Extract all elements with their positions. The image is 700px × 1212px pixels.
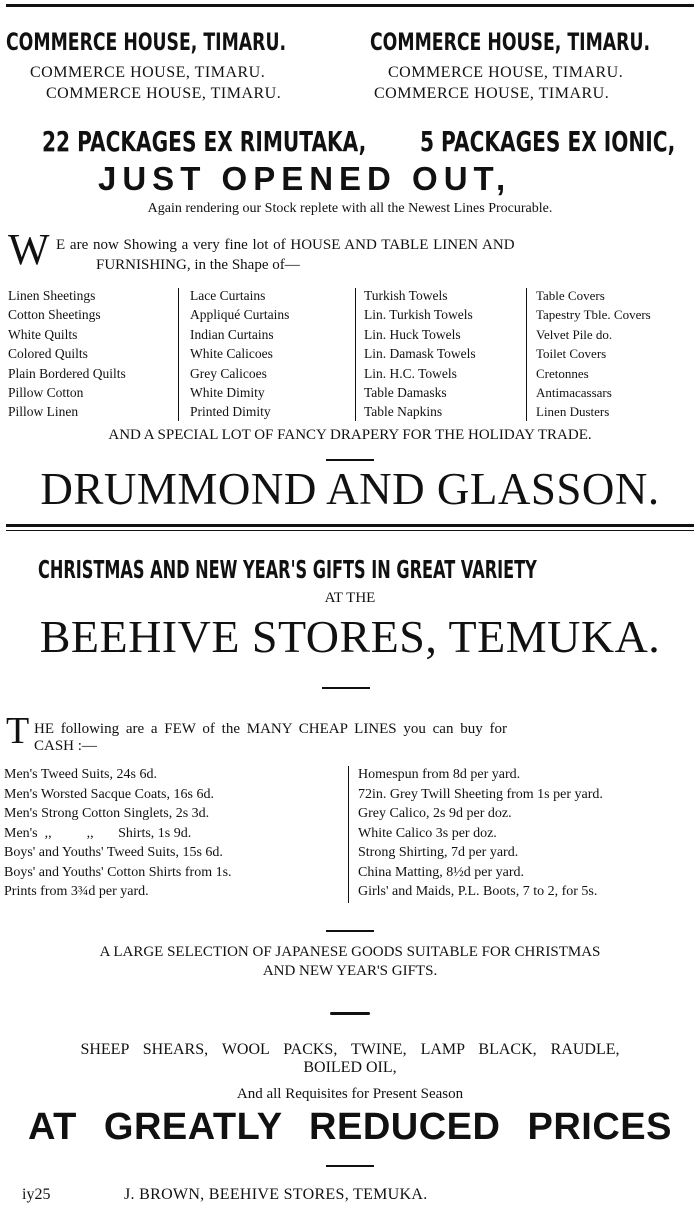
linen-column-4 (536, 286, 651, 422)
list-item: Indian Curtains (190, 326, 274, 342)
supplies-line-2: BOILED OIL, (303, 1059, 397, 1076)
list-item: Pillow Cotton (8, 385, 84, 401)
short-rule (322, 687, 370, 689)
list-item: Grey Calico, 2s 9d per doz. (358, 806, 512, 821)
price-list-right (358, 765, 603, 902)
list-item: Turkish Towels (364, 288, 448, 303)
intro2-line-1: HE following are a FEW of the MANY CHEAP LINES you can buy for (34, 721, 507, 737)
header-small-4: COMMERCE HOUSE, TIMARU. (374, 85, 610, 102)
section-divider (6, 524, 694, 527)
intro-line-2: FURNISHING, in the Shape of— (96, 257, 300, 273)
firm-name: DRUMMOND AND GLASSON. (40, 464, 660, 514)
stock-line: Again rendering our Stock replete with all the Newest Lines Procurable. (147, 201, 553, 216)
list-item: Velvet Pile do. (536, 326, 613, 342)
packages-right: 5 PACKAGES EX IONIC, (420, 125, 676, 158)
list-item: Table Damasks (364, 385, 447, 401)
list-item: Colored Quilts (8, 346, 88, 362)
header-large-right: COMMERCE HOUSE, TIMARU. (370, 28, 651, 56)
list-item: Table Napkins (364, 404, 443, 420)
list-item: Boys' and Youths' Tweed Suits, 15s 6d. (4, 845, 223, 860)
list-item: Girls' and Maids, P.L. Boots, 7 to 2, for 5s. (358, 884, 598, 899)
list-item: Printed Dimity (190, 404, 271, 420)
at-the-line: AT THE (324, 590, 376, 606)
list-item: Pillow Linen (8, 404, 79, 420)
list-item: Linen Dusters (536, 404, 610, 420)
short-rule (326, 930, 374, 932)
gifts-heading: CHRISTMAS AND NEW YEAR'S GIFTS IN GREAT VARIETY (38, 555, 537, 584)
list-item: White Calico 3s per doz. (358, 825, 497, 841)
column-divider (526, 288, 527, 421)
list-item: Cotton Sheetings (8, 307, 101, 323)
list-item: Boys' and Youths' Cotton Shirts from 1s. (4, 864, 232, 880)
linen-column-2 (190, 286, 289, 422)
list-item: Toilet Covers (536, 346, 607, 362)
linen-column-1 (8, 286, 126, 422)
footer-signature: J. BROWN, BEEHIVE STORES, TEMUKA. (124, 1186, 428, 1203)
japanese-goods-line-1: A LARGE SELECTION OF JAPANESE GOODS SUITABLE FOR CHRISTMAS (99, 944, 601, 960)
list-item: Men's ,, ,, Shirts, 1s 9d. (4, 825, 192, 841)
store-name: BEEHIVE STORES, TEMUKA. (39, 611, 661, 662)
linen-column-3 (364, 286, 476, 422)
intro-line-1: E are now Showing a very fine lot of HOUSE AND TABLE LINEN AND (56, 237, 515, 253)
list-item: Appliqué Curtains (190, 307, 290, 323)
special-lot-line: AND A SPECIAL LOT OF FANCY DRAPERY FOR THE HOLIDAY TRADE. (108, 427, 592, 443)
list-item: Homespun from 8d per yard. (358, 767, 521, 782)
list-item: Grey Calicoes (190, 365, 267, 381)
list-item: Prints from 3¾d per yard. (4, 884, 149, 899)
column-divider (355, 288, 356, 421)
list-item: Men's Strong Cotton Singlets, 2s 3d. (4, 806, 210, 821)
list-item: Lin. Turkish Towels (364, 307, 473, 323)
list-item: China Matting, 8½d per yard. (358, 864, 525, 880)
header-small-1: COMMERCE HOUSE, TIMARU. (30, 64, 266, 81)
intro2-line-2: CASH :— (34, 738, 97, 754)
list-item: Table Covers (536, 288, 605, 303)
list-item: White Dimity (190, 385, 265, 401)
list-item: Lace Curtains (190, 288, 266, 303)
header-small-3: COMMERCE HOUSE, TIMARU. (46, 85, 282, 102)
top-rule (6, 4, 694, 7)
list-item: Plain Bordered Quilts (8, 365, 126, 381)
header-large-left: COMMERCE HOUSE, TIMARU. (6, 28, 287, 56)
packages-left: 22 PACKAGES EX RIMUTAKA, (42, 125, 367, 158)
reduced-prices-heading: AT GREATLY REDUCED PRICES (28, 1106, 672, 1148)
list-item: Men's Worsted Sacque Coats, 16s 6d. (4, 786, 214, 802)
list-item: White Quilts (8, 326, 78, 342)
section-divider-thin (6, 530, 694, 531)
list-item: Lin. Huck Towels (364, 326, 461, 342)
list-item: Men's Tweed Suits, 24s 6d. (4, 767, 157, 782)
intro2-drop-initial: T (6, 710, 30, 752)
ornament-rule (330, 1012, 370, 1015)
list-item: Linen Sheetings (8, 288, 96, 303)
list-item: Lin. Damask Towels (364, 346, 476, 362)
column-divider (178, 288, 179, 421)
japanese-goods-line-2: AND NEW YEAR'S GIFTS. (262, 963, 438, 979)
short-rule (326, 1165, 374, 1167)
just-opened-heading: JUST OPENED OUT, (98, 160, 512, 197)
list-item: Strong Shirting, 7d per yard. (358, 845, 519, 860)
list-item: Lin. H.C. Towels (364, 365, 457, 381)
supplies-line-1: SHEEP SHEARS, WOOL PACKS, TWINE, LAMP BLACK, RAUDLE, (80, 1041, 620, 1058)
list-item: Cretonnes (536, 365, 589, 381)
list-item: Tapestry Tble. Covers (536, 307, 651, 323)
requisites-line: And all Requisites for Present Season (236, 1086, 464, 1102)
intro-drop-initial: W (8, 225, 50, 274)
footer-code: iy25 (22, 1186, 51, 1203)
price-list-left (4, 765, 232, 902)
header-small-2: COMMERCE HOUSE, TIMARU. (388, 64, 624, 81)
list-item: White Calicoes (190, 346, 273, 362)
list-item: Antimacassars (536, 385, 612, 401)
list-item: 72in. Grey Twill Sheeting from 1s per yard. (358, 786, 603, 802)
price-column-divider (348, 766, 349, 903)
